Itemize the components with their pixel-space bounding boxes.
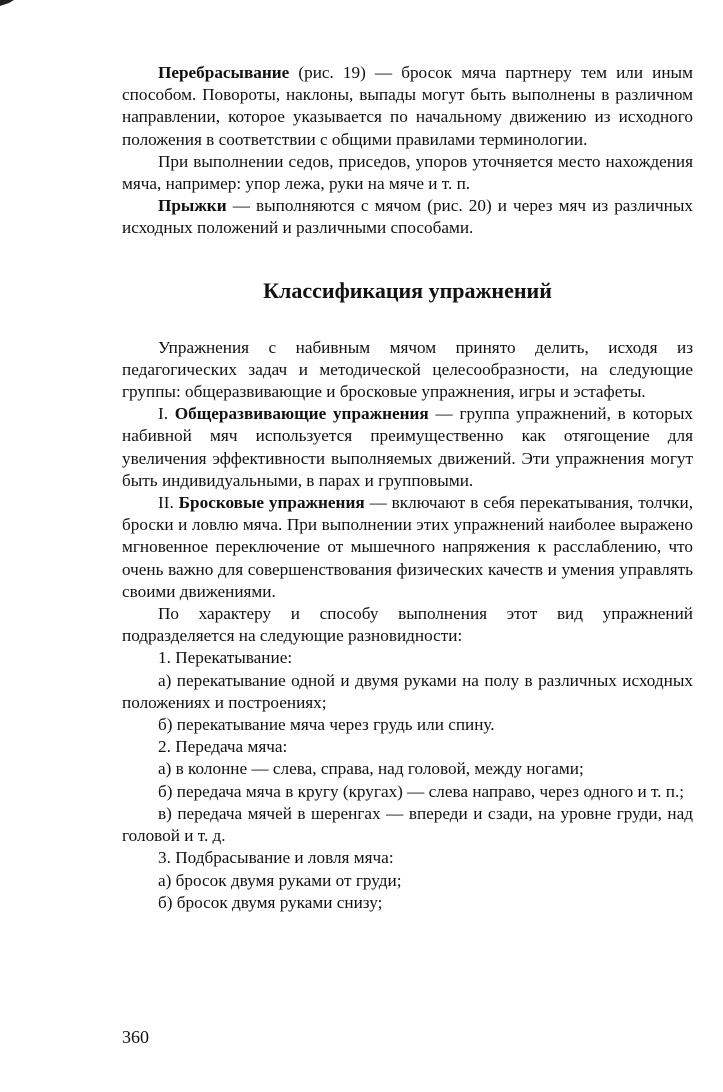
list-item: 3. Подбрасывание и ловля мяча:	[158, 848, 394, 868]
paragraph-sedy	[122, 151, 693, 195]
section-heading: Классификация упражнений	[263, 277, 552, 303]
list-item: 2. Передача мяча:	[158, 737, 288, 757]
list-item: а) в колонне — слева, справа, над головой, между ногами;	[158, 759, 584, 779]
list-item: в) передача мячей в шеренгах — впереди и сзади, на уровне груди, над головой и т. д.	[122, 803, 693, 846]
page-body	[122, 62, 693, 914]
scan-corner-mark	[0, 0, 14, 6]
list-item: б) передача мяча в кругу (кругах) — слева направо, через одного и т. п.;	[158, 781, 685, 801]
list-item: б) бросок двумя руками снизу;	[158, 892, 383, 912]
list-item: б) перекатывание мяча через грудь или спину.	[158, 715, 495, 735]
page-number: 360	[122, 1027, 149, 1047]
roman-numeral: II.	[158, 493, 179, 513]
paragraph-text: — группа упражнений, в которых набивной мяч используется преимущественно как отягощение для увеличения эффективности выполняемых движений. Эти упражнения могут быть индивидуальными, в парах и групповыми.	[122, 404, 693, 490]
term-pryzhki: Прыжки	[158, 196, 227, 216]
term-throwing-exercises: Бросковые упражнения	[178, 493, 365, 513]
paragraph-text: При выполнении седов, приседов, упоров уточняется место нахождения мяча, например: упор лежа, руки на мяче и т. п.	[122, 151, 693, 194]
paragraph-pryzhki	[122, 195, 693, 239]
list-item: а) перекатывание одной и двумя руками на полу в различных исходных положениях и построениях;	[122, 670, 693, 712]
term-perebrasyvanie: Перебрасывание	[158, 63, 290, 82]
paragraph-text: По характеру и способу выполнения этот вид упражнений подразделяется на следующие разновидности:	[122, 604, 693, 646]
paragraph-text: (рис. 19) — бросок мяча партнеру тем или иным способом. Повороты, наклоны, выпады могут быть выполнены в различном направлении, которое указывается по начальному движению из исходного положения в соответствии с общими правилами терминологии.	[122, 63, 693, 149]
paragraph-text: — выполняются с мячом (рис. 20) и через мяч из различных исходных положений и различными способами.	[122, 196, 693, 238]
paragraph-intro	[122, 337, 693, 404]
paragraph-perebrasyvanie	[122, 62, 693, 151]
paragraph-group-two	[122, 492, 693, 603]
list-item: 1. Перекатывание:	[158, 648, 293, 668]
paragraph-varieties	[122, 603, 693, 647]
paragraph-text: — включают в себя перекатывания, толчки, броски и ловлю мяча. При выполнении этих упражнений наиболее выражено мгновенное переключение от мышечного напряжения к расслаблению, что очень важно для совершенствования физических качеств и умения управлять своими движениями.	[122, 493, 693, 601]
paragraph-text: Упражнения с набивным мячом принято делить, исходя из педагогических задач и методической целесообразности, на следующие группы: общеразвивающие и бросковые упражнения, игры и эстафеты.	[122, 337, 693, 402]
term-general-exercises: Общеразвивающие упражнения	[174, 404, 429, 424]
paragraph-group-one	[122, 403, 693, 492]
roman-numeral: I.	[158, 404, 175, 424]
list-item: а) бросок двумя руками от груди;	[158, 870, 402, 890]
